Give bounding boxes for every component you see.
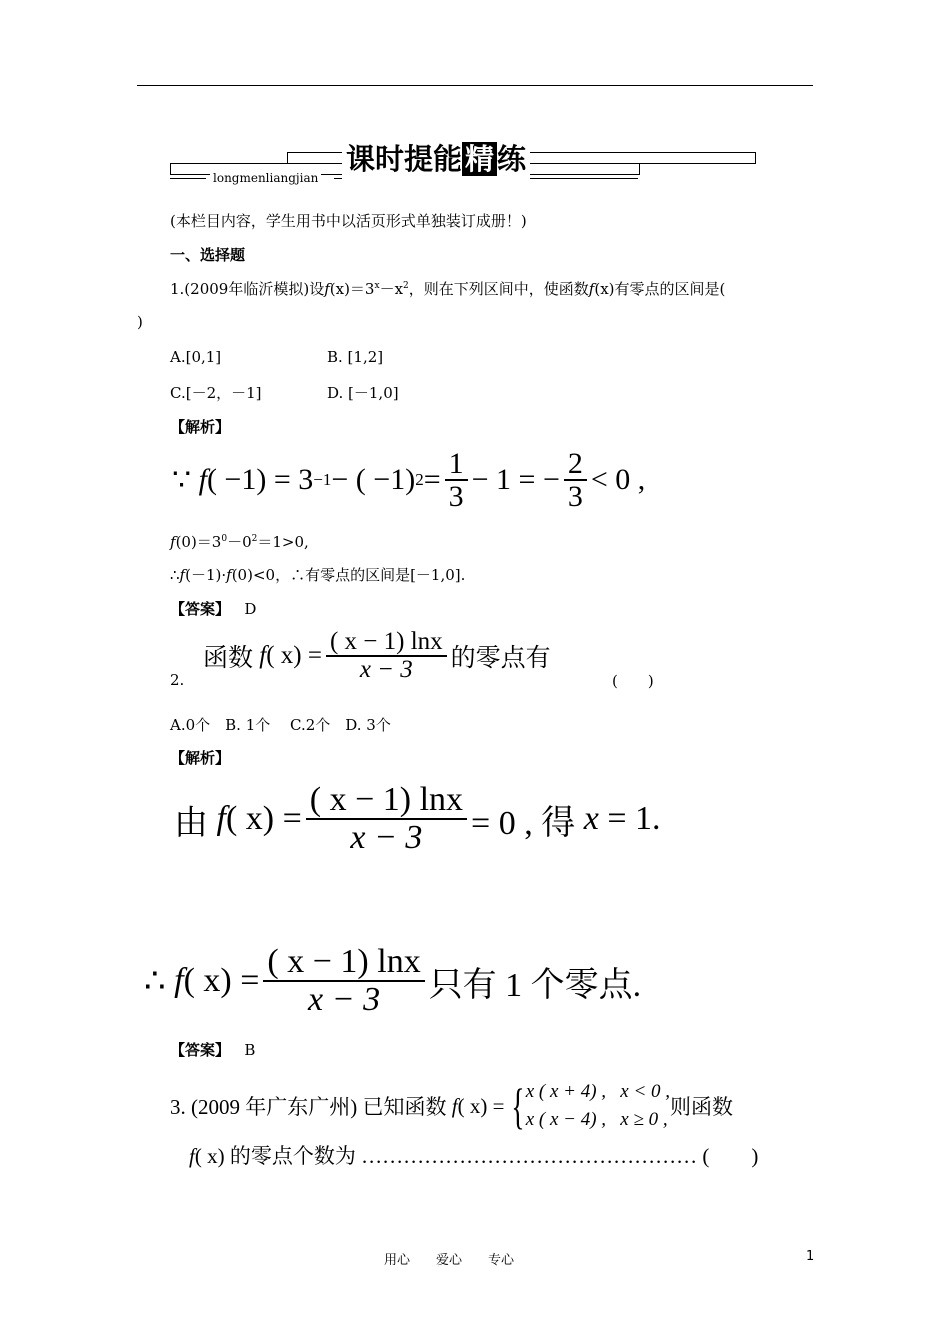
question-3-line-1: 3. (2009 年广东广州) 已知函数 f ( x) = { x ( x + 4) , x < 0 , x ( x − 4) , x ≥ 0 , 则函数 bbox=[170, 1078, 734, 1134]
fraction-two-thirds: $\frac{2}{3}$ bbox=[564, 448, 587, 513]
page-number: 1 bbox=[806, 1249, 815, 1264]
fraction-one-third: $\frac{1}{3}$ bbox=[445, 448, 468, 513]
q1-analysis-label: 【解析】 bbox=[170, 418, 231, 436]
piecewise-case-1: x ( x + 4) , x < 0 , bbox=[525, 1081, 671, 1103]
q2-solution-fraction-2: $\frac{( x - 1) \ln x}{x - 3}$ bbox=[263, 944, 424, 1017]
footer-motto: 用心 爱心 专心 bbox=[384, 1253, 515, 1268]
q2-solution-equation-2: ∴ f ( x) = $\frac{( x - 1) \ln x}{x - 3}$ 只有 1 个零点. bbox=[144, 943, 642, 1018]
q2-answer-label: 【答案】 bbox=[170, 1041, 231, 1059]
question-1-close-paren: ) bbox=[137, 313, 143, 331]
question-2-answer-paren: ( ) bbox=[612, 672, 654, 690]
question-1-text: 1.(2009年临沂模拟)设$f(x)=3^x-x^2$，则在下列区间中，使函数f(x)有零点的区间是( bbox=[170, 280, 726, 298]
q2-analysis-label: 【解析】 bbox=[170, 749, 231, 767]
banner-rule-left bbox=[170, 178, 206, 179]
question-3-line-2: f( x) 的零点个数为 ………………………………………… ( ) bbox=[189, 1144, 759, 1168]
question-2-number: 2. bbox=[170, 671, 185, 689]
banner-title bbox=[342, 139, 530, 179]
column-note: (本栏目内容，学生用书中以活页形式单独装订成册！) bbox=[170, 212, 527, 230]
q2-fraction: $\frac{( x - 1) \ln x}{x - 3}$ bbox=[326, 629, 447, 684]
piecewise-cases bbox=[526, 1078, 670, 1133]
q1-option-d: D. [－1,0] bbox=[327, 384, 399, 402]
header-rule bbox=[137, 85, 813, 86]
piecewise-case-2: x ( x − 4) , x ≥ 0 , bbox=[525, 1109, 668, 1130]
q1-answer-value: D bbox=[244, 600, 257, 618]
q2-options: A.0个 B. 1个 C.2个 D. 3个 bbox=[170, 716, 391, 734]
piecewise-brace: { bbox=[511, 1078, 525, 1134]
banner-title-highlight: 精 bbox=[462, 142, 497, 176]
question-2-text: 函数 f ( x) = $\frac{( x - 1) \ln x}{x - 3}$ 的零点有 bbox=[203, 627, 551, 683]
q2-answer-value: B bbox=[244, 1041, 256, 1059]
banner-title-part1: 课时提能 bbox=[346, 142, 463, 176]
q1-option-c: C.[－2，－1] bbox=[170, 384, 262, 402]
q1-answer-label: 【答案】 bbox=[170, 600, 231, 618]
q1-solution-equation: ∵ f ( −1) = 3 −1 − ( −1) 2 = $\frac{1}{3}$ − 1 = − $\frac{2}{3}$ < 0 , bbox=[172, 446, 646, 513]
q1-answer bbox=[170, 598, 256, 619]
q1-solution-line-3: ∴f(－1)·f(0)<0，∴有零点的区间是[－1,0]. bbox=[170, 566, 466, 584]
section-heading: 一、选择题 bbox=[170, 246, 246, 264]
q2-solution-fraction-1: $\frac{( x - 1) \ln x}{x - 3}$ bbox=[306, 782, 467, 855]
q1-option-b: B. [1,2] bbox=[327, 348, 384, 366]
banner-subtitle: longmenliangjian bbox=[210, 170, 321, 186]
q2-solution-equation-1: 由 f ( x) = $\frac{( x - 1) \ln x}{x - 3}$ = 0 , 得 x = 1. bbox=[174, 781, 661, 856]
q2-answer bbox=[170, 1039, 255, 1060]
banner-title-part3: 练 bbox=[497, 142, 527, 176]
q1-solution-line-2: $f(0)=3^0-0^2=1>0$, bbox=[170, 533, 309, 551]
q1-option-a: A.[0,1] bbox=[170, 348, 222, 366]
